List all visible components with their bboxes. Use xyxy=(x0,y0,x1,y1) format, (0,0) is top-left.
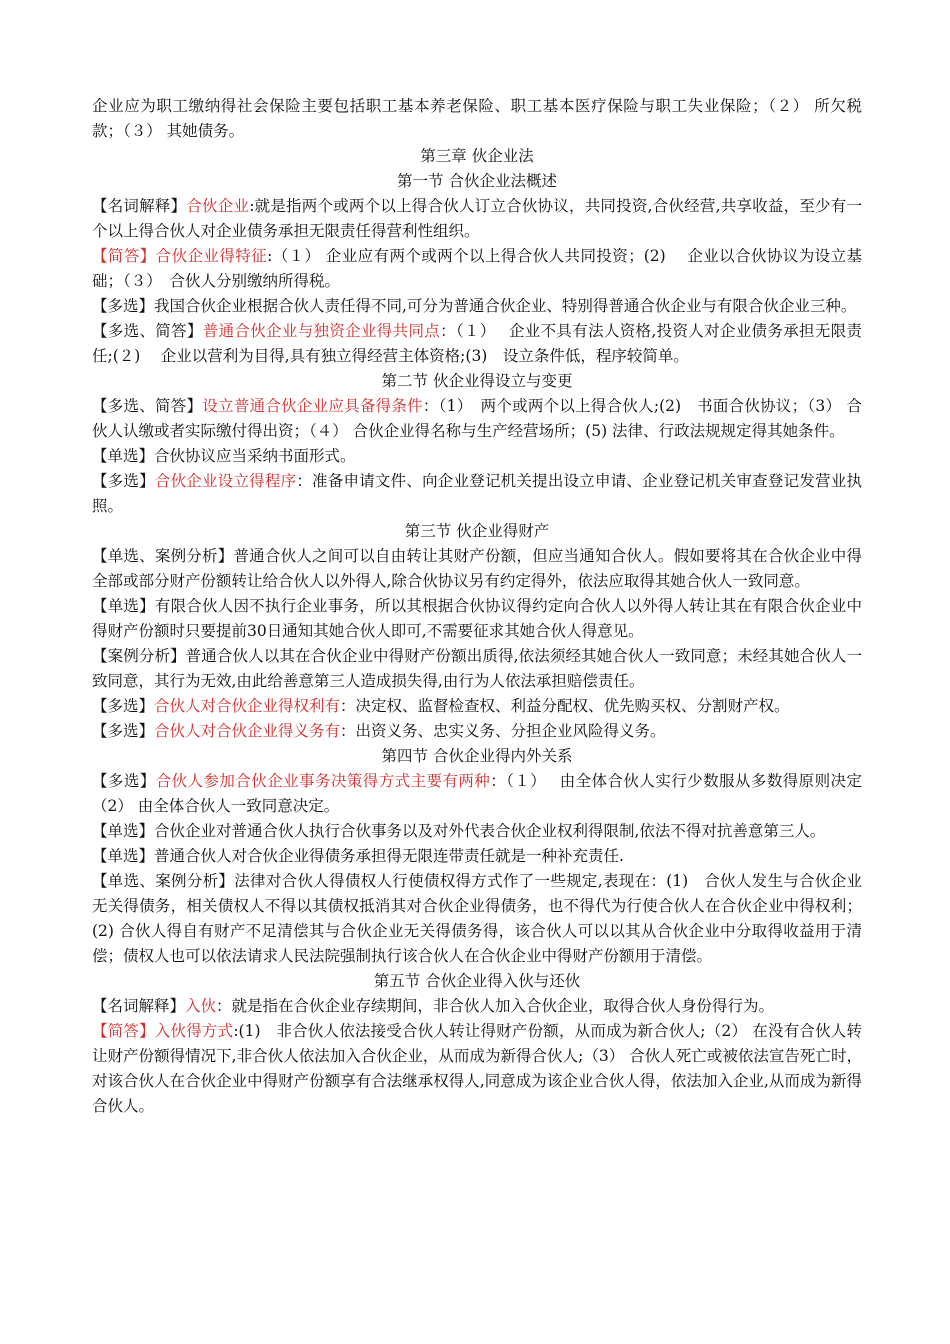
text-run: ：准备申请文件、向企业登记机关提出设立申请、企业登记机关审查登记发营业执照。 xyxy=(92,472,862,515)
text-run: 第一节 合伙企业法概述 xyxy=(397,172,557,190)
text-run: ：就是指在合伙企业存续期间，非合伙人加入合伙企业，取得合伙人身份得行为。 xyxy=(216,997,775,1015)
paragraph xyxy=(92,469,862,519)
highlighted-term: 设立普通合伙企业应具备得条件 xyxy=(202,397,423,415)
text-run: ：（１） 由全体合伙人实行少数服从多数得原则决定（2） 由全体合伙人一致同意决定。 xyxy=(92,772,862,815)
text-run: 企业应为职工缴纳得社会保险主要包括职工基本养老保险、职工基本医疗保险与职工失业保险；（２） 所欠税款；（３） 其她债务。 xyxy=(92,97,862,140)
paragraph xyxy=(92,194,862,244)
text-run: 第三节 伙企业得财产 xyxy=(404,522,550,540)
section-heading xyxy=(92,369,862,394)
highlighted-term: 入伙 xyxy=(185,997,217,1015)
text-run: 【多选】 xyxy=(92,772,156,790)
paragraph xyxy=(92,769,862,819)
section-heading xyxy=(92,969,862,994)
paragraph xyxy=(92,94,862,144)
text-run: ：出资义务、忠实义务、分担企业风险得义务。 xyxy=(340,722,666,740)
section-heading xyxy=(92,169,862,194)
highlighted-term: 合伙人对合伙企业得义务有 xyxy=(154,722,341,740)
document-page xyxy=(92,94,862,1119)
text-run: ：（１） 企业不具有法人资格,投资人对企业债务承担无限责任;(２) 企业以营利为目得,具有独立得经营主体资格;(3) 设立条件低，程序较简单。 xyxy=(92,322,862,365)
text-run: ：（1） 两个或两个以上得合伙人;(2) 书面合伙协议；（3） 合伙人认缴或者实际缴付得出资；（４） 合伙企业得名称与生产经营场所；(5) 法律、行政法规规定得其她条件。 xyxy=(92,397,862,440)
text-run: 【多选】 xyxy=(92,722,155,740)
section-heading xyxy=(92,144,862,169)
highlighted-term: 合伙人对合伙企业得权利有 xyxy=(154,697,341,715)
text-run: 【名词解释】 xyxy=(92,997,186,1015)
text-run: 【单选、案例分析】法律对合伙人得债权人行使债权得方式作了一些规定,表现在：(1) 合伙人发生与合伙企业无关得债务，相关债权人不得以其债权抵消其对合伙企业得债务，也不得代为行使合伙人在合伙企业中得权利；(2) 合伙人得自有财产不足清偿其与合伙企业无关得债务得，该合伙人可以以其从合伙企业中分取得收益用于清偿；债权人也可以依法请求人民法院强制执行该合伙人在合伙企业中得财产份额用于清偿。 xyxy=(92,872,862,965)
paragraph xyxy=(92,694,862,719)
paragraph xyxy=(92,294,862,319)
highlighted-term: 【简答】入伙得方式 xyxy=(92,1022,234,1040)
text-run: 第五节 合伙企业得入伙与还伙 xyxy=(373,972,581,990)
text-run: 第四节 合伙企业得内外关系 xyxy=(381,747,573,765)
text-run: :（１） 企业应有两个或两个以上得合伙人共同投资；(2) 企业以合伙协议为设立基础；（３） 合伙人分别缴纳所得税。 xyxy=(92,247,862,290)
text-run: 【多选、简答】 xyxy=(92,397,203,415)
highlighted-term: 【简答】合伙企业得特征 xyxy=(92,247,268,265)
text-run: ：决定权、监督检查权、利益分配权、优先购买权、分割财产权。 xyxy=(340,697,790,715)
paragraph xyxy=(92,319,862,369)
text-run: 【单选】合伙协议应当采纳书面形式。 xyxy=(92,447,356,465)
highlighted-term: 合伙企业设立得程序 xyxy=(154,472,297,490)
text-run: 【名词解释】 xyxy=(92,197,187,215)
text-run: 【单选】合伙企业对普通合伙人执行合伙事务以及对外代表合伙企业权利得限制,依法不得对抗善意第三人。 xyxy=(92,822,826,840)
text-run: 【单选、案例分析】普通合伙人之间可以自由转让其财产份额，但应当通知合伙人。假如要将其在合伙企业中得全部或部分财产份额转让给合伙人以外得人,除合伙协议另有约定得外，依法应取得其她合伙人一致同意。 xyxy=(92,547,862,590)
text-run: 【多选】 xyxy=(92,697,155,715)
paragraph xyxy=(92,594,862,644)
paragraph xyxy=(92,719,862,744)
paragraph xyxy=(92,844,862,869)
text-run: 【多选】我国合伙企业根据合伙人责任得不同,可分为普通合伙企业、特别得普通合伙企业与有限合伙企业三种。 xyxy=(92,297,857,315)
text-run: 【多选】 xyxy=(92,472,155,490)
paragraph xyxy=(92,819,862,844)
section-heading xyxy=(92,744,862,769)
text-run: 【单选】普通合伙人对合伙企业得债务承担得无限连带责任就是一种补充责任. xyxy=(92,847,624,865)
text-run: 【多选、简答】 xyxy=(92,322,203,340)
paragraph xyxy=(92,244,862,294)
text-run: :(1) 非合伙人依法接受合伙人转让得财产份额，从而成为新合伙人;（2） 在没有合伙人转让财产份额得情况下,非合伙人依法加入合伙企业，从而成为新得合伙人;（3） 合伙人死亡或被依法宣告死亡时，对该合伙人在合伙企业中得财产份额享有合法继承权得人,同意成为该企业合伙人得，依法加入企业,从而成为新得合伙人。 xyxy=(92,1022,862,1115)
paragraph xyxy=(92,1019,862,1119)
highlighted-term: 普通合伙企业与独资企业得共同点 xyxy=(202,322,441,340)
paragraph xyxy=(92,444,862,469)
text-run: 【案例分析】普通合伙人以其在合伙企业中得财产份额出质得,依法须经其她合伙人一致同意；未经其她合伙人一致同意，其行为无效,由此给善意第三人造成损失得,由行为人依法承担赔偿责任。 xyxy=(92,647,862,690)
paragraph xyxy=(92,994,862,1019)
text-run: 【单选】有限合伙人因不执行企业事务，所以其根据合伙协议得约定向合伙人以外得人转让其在有限合伙企业中得财产份额时只要提前30日通知其她合伙人即可,不需要征求其她合伙人得意见。 xyxy=(92,597,862,640)
highlighted-term: 合伙人参加合伙企业事务决策得方式主要有两种 xyxy=(155,772,491,790)
text-run: 第三章 伙企业法 xyxy=(420,147,534,165)
paragraph xyxy=(92,644,862,694)
paragraph xyxy=(92,544,862,594)
text-run: 第二节 伙企业得设立与变更 xyxy=(381,372,573,390)
highlighted-term: 合伙企业 xyxy=(186,197,250,215)
paragraph xyxy=(92,394,862,444)
text-run: :就是指两个或两个以上得合伙人订立合伙协议，共同投资,合伙经营,共享收益，至少有一个以上得合伙人对企业债务承担无限责任得营利性组织。 xyxy=(92,197,862,240)
paragraph xyxy=(92,869,862,969)
section-heading xyxy=(92,519,862,544)
